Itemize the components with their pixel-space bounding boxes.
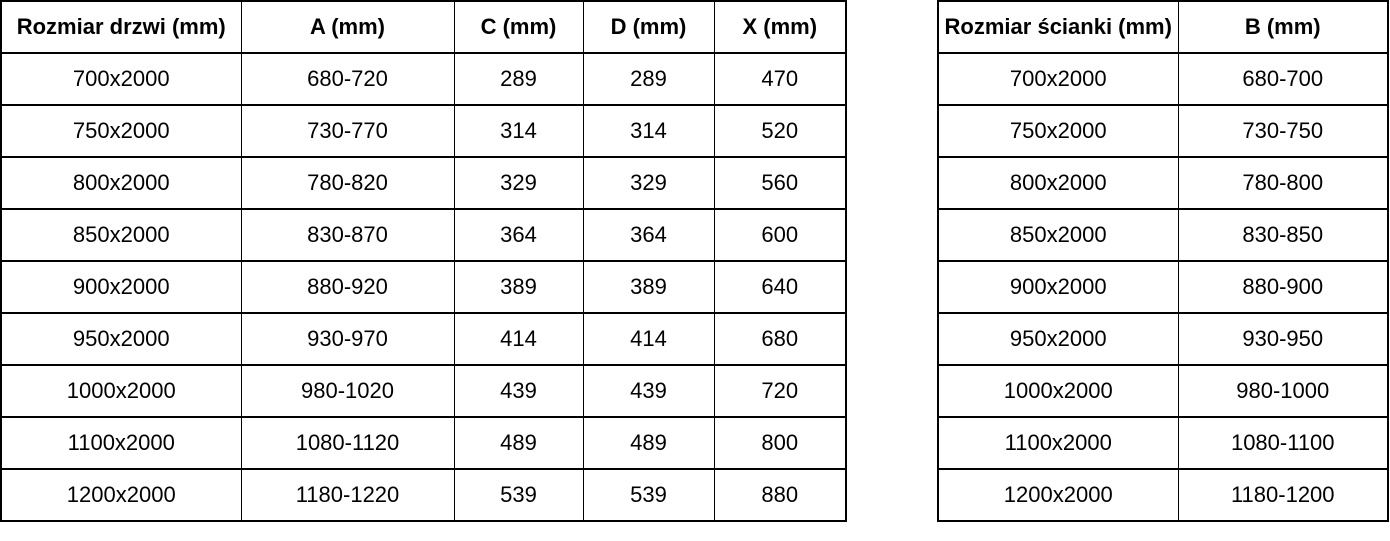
- table-cell: 1200x2000: [1, 469, 241, 521]
- table-cell: 520: [714, 105, 846, 157]
- door-table-header-1: A (mm): [241, 1, 454, 53]
- table-row: [938, 313, 1388, 365]
- door-table-header-4: X (mm): [714, 1, 846, 53]
- table-row: [938, 157, 1388, 209]
- table-cell: 680-720: [241, 53, 454, 105]
- table-cell: 720: [714, 365, 846, 417]
- table-cell: 439: [583, 365, 714, 417]
- table-cell: 539: [454, 469, 583, 521]
- table-cell: 414: [454, 313, 583, 365]
- table-row: [938, 105, 1388, 157]
- table-cell: 314: [454, 105, 583, 157]
- door-table-header-2: C (mm): [454, 1, 583, 53]
- table-cell: 1100x2000: [938, 417, 1178, 469]
- table-cell: 750x2000: [938, 105, 1178, 157]
- table-row: [938, 417, 1388, 469]
- table-cell: 900x2000: [1, 261, 241, 313]
- table-row: [938, 365, 1388, 417]
- table-cell: 800x2000: [938, 157, 1178, 209]
- table-cell: 289: [583, 53, 714, 105]
- table-cell: 560: [714, 157, 846, 209]
- wall-table-header-0: Rozmiar ścianki (mm): [938, 1, 1178, 53]
- table-cell: 900x2000: [938, 261, 1178, 313]
- table-cell: 830-870: [241, 209, 454, 261]
- table-cell: 880: [714, 469, 846, 521]
- table-cell: 680: [714, 313, 846, 365]
- table-cell: 1180-1200: [1178, 469, 1388, 521]
- table-row: [938, 261, 1388, 313]
- table-cell: 950x2000: [938, 313, 1178, 365]
- table-cell: 980-1000: [1178, 365, 1388, 417]
- table-cell: 364: [583, 209, 714, 261]
- table-header-row: [938, 1, 1388, 53]
- table-cell: 800: [714, 417, 846, 469]
- table-cell: 600: [714, 209, 846, 261]
- table-cell: 489: [583, 417, 714, 469]
- table-cell: 700x2000: [938, 53, 1178, 105]
- table-row: [1, 417, 846, 469]
- table-row: [1, 365, 846, 417]
- table-row: [1, 53, 846, 105]
- table-cell: 1100x2000: [1, 417, 241, 469]
- table-cell: 950x2000: [1, 313, 241, 365]
- wall-sizes-table-body: [938, 53, 1388, 521]
- door-sizes-table-header: [1, 1, 846, 53]
- table-row: [938, 469, 1388, 521]
- table-cell: 930-970: [241, 313, 454, 365]
- table-cell: 830-850: [1178, 209, 1388, 261]
- door-sizes-table-body: [1, 53, 846, 521]
- table-cell: 329: [454, 157, 583, 209]
- table-row: [1, 105, 846, 157]
- table-cell: 730-750: [1178, 105, 1388, 157]
- table-cell: 780-820: [241, 157, 454, 209]
- table-cell: 1080-1100: [1178, 417, 1388, 469]
- table-cell: 539: [583, 469, 714, 521]
- table-cell: 780-800: [1178, 157, 1388, 209]
- wall-sizes-table: [937, 0, 1389, 522]
- door-table-header-3: D (mm): [583, 1, 714, 53]
- table-cell: 489: [454, 417, 583, 469]
- table-cell: 680-700: [1178, 53, 1388, 105]
- table-cell: 730-770: [241, 105, 454, 157]
- table-row: [1, 313, 846, 365]
- table-cell: 640: [714, 261, 846, 313]
- table-cell: 1180-1220: [241, 469, 454, 521]
- table-cell: 414: [583, 313, 714, 365]
- table-row: [1, 469, 846, 521]
- table-cell: 930-950: [1178, 313, 1388, 365]
- table-cell: 800x2000: [1, 157, 241, 209]
- table-cell: 700x2000: [1, 53, 241, 105]
- wall-table-header-1: B (mm): [1178, 1, 1388, 53]
- table-cell: 750x2000: [1, 105, 241, 157]
- table-cell: 314: [583, 105, 714, 157]
- table-cell: 980-1020: [241, 365, 454, 417]
- table-cell: 880-900: [1178, 261, 1388, 313]
- door-table-header-0: Rozmiar drzwi (mm): [1, 1, 241, 53]
- table-row: [1, 209, 846, 261]
- table-cell: 1000x2000: [938, 365, 1178, 417]
- table-row: [938, 209, 1388, 261]
- table-cell: 289: [454, 53, 583, 105]
- table-row: [938, 53, 1388, 105]
- table-header-row: [1, 1, 846, 53]
- table-cell: 1000x2000: [1, 365, 241, 417]
- table-cell: 389: [454, 261, 583, 313]
- table-cell: 1080-1120: [241, 417, 454, 469]
- table-cell: 850x2000: [938, 209, 1178, 261]
- table-row: [1, 261, 846, 313]
- wall-sizes-table-header: [938, 1, 1388, 53]
- table-cell: 389: [583, 261, 714, 313]
- table-row: [1, 157, 846, 209]
- table-cell: 329: [583, 157, 714, 209]
- table-cell: 439: [454, 365, 583, 417]
- table-cell: 850x2000: [1, 209, 241, 261]
- table-cell: 880-920: [241, 261, 454, 313]
- table-cell: 1200x2000: [938, 469, 1178, 521]
- table-cell: 364: [454, 209, 583, 261]
- table-cell: 470: [714, 53, 846, 105]
